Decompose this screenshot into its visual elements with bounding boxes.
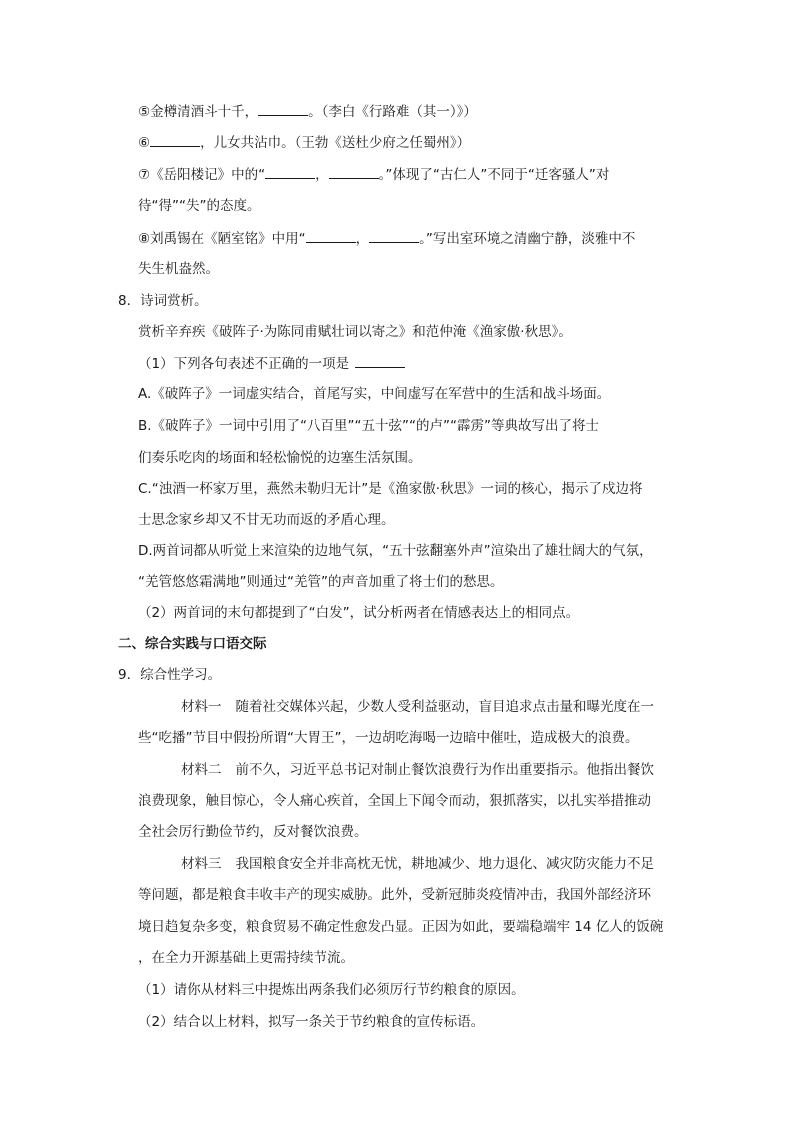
option-d: D.两首词都从听觉上来渲染的边地气氛，“五十弦翻塞外声”渲染出了雄壮阔大的气氛， xyxy=(138,543,653,559)
recitation-item-8: ⑧刘禹锡在《陋室铭》中用“ ， 。”写出室环境之清幽宁静，淡雅中不 xyxy=(138,228,635,249)
answer-blank[interactable] xyxy=(258,101,308,116)
material-1-start: 材料一 随着社交媒体兴起，少数人受利益驱动，盲目追求点击量和曝光度在一 xyxy=(181,699,654,715)
question-9-title: 9．综合性学习。 xyxy=(118,667,222,683)
text-line: 士思念家乡却又不甘无功而返的矛盾心理。 xyxy=(138,512,395,528)
text-line: “羌管悠悠霜满地”则通过“羌管”的声音加重了将士们的愁思。 xyxy=(138,574,504,590)
question-9-sub-2: （2）结合以上材料，拟写一条关于节约粮食的宣传标语。 xyxy=(138,1014,485,1030)
recitation-item-7: ⑦《岳阳楼记》中的“ ， 。”体现了“古仁人”不同于“迁客骚人”对 xyxy=(138,164,609,185)
text-line: 待“得”“失”的态度。 xyxy=(138,198,261,214)
answer-blank[interactable] xyxy=(265,164,315,179)
answer-blank[interactable] xyxy=(150,132,200,147)
option-c: C.“浊酒一杯家万里，燕然未勒归无计”是《渔家傲·秋思》一词的核心，揭示了戍边将 xyxy=(138,481,643,497)
recitation-item-6: ⑥ ，儿女共沾巾。（王勃《送杜少府之任蜀州》） xyxy=(138,132,470,153)
question-8-title: 8．诗词赏析。 xyxy=(118,293,208,309)
material-3-start: 材料三 我国粮食安全并非高枕无忧，耕地减少、地力退化、减灾防灾能力不足 xyxy=(181,856,654,872)
answer-blank[interactable] xyxy=(329,164,379,179)
section-heading: 二、综合实践与口语交际 xyxy=(118,636,267,652)
text-line: 浪费现象，触目惊心，令人痛心疾首，全国上下闻令而动，狠抓落实，以扎实举措推动 xyxy=(138,793,651,809)
text-line: 等问题，都是粮食丰收丰产的现实威胁。此外，受新冠肺炎疫情冲击，我国外部经济环 xyxy=(138,887,651,903)
option-a: A.《破阵子》一词虚实结合，首尾写实，中间虚写在军营中的生活和战斗场面。 xyxy=(138,386,611,402)
question-8-sub-1: （1）下列各句表述不正确的一项是 xyxy=(138,353,405,374)
text-line: 们奏乐吃肉的场面和轻松愉悦的边塞生活氛围。 xyxy=(138,450,422,466)
option-b: B.《破阵子》一词中引用了“八百里”“五十弦”“的卢”“霹雳”等典故写出了将士 xyxy=(138,418,600,434)
text-line: ，在全力开源基础上更需持续节流。 xyxy=(138,950,354,966)
text-line: 些“吃播”节目中假扮所谓“大胃王”，一边胡吃海喝一边暗中催吐，造成极大的浪费。 xyxy=(138,730,639,746)
answer-blank[interactable] xyxy=(306,228,356,243)
recitation-item-5: ⑤金樽清酒斗十千， 。（李白《行路难（其一）》） xyxy=(138,101,477,122)
question-8-instruction: 赏析辛弃疾《破阵子·为陈同甫赋壮词以寄之》和范仲淹《渔家傲·秋思》。 xyxy=(138,324,572,340)
material-2-start: 材料二 前不久，习近平总书记对制止餐饮浪费行为作出重要指示。他指出餐饮 xyxy=(181,762,654,778)
text-line: 境日趋复杂多变，粮食贸易不确定性愈发凸显。正因为如此，要端稳端牢 14 亿人的饭碗 xyxy=(138,919,664,935)
question-9-sub-1: （1）请你从材料三中提炼出两条我们必须厉行节约粮食的原因。 xyxy=(138,982,525,998)
question-8-sub-2: （2）两首词的末句都提到了“白发”，试分析两者在情感表达上的相同点。 xyxy=(138,605,580,621)
text-line: 失生机盎然。 xyxy=(138,261,219,277)
answer-blank[interactable] xyxy=(369,228,419,243)
answer-blank[interactable] xyxy=(355,353,405,368)
text-line: 全社会厉行勤俭节约，反对餐饮浪费。 xyxy=(138,824,368,840)
